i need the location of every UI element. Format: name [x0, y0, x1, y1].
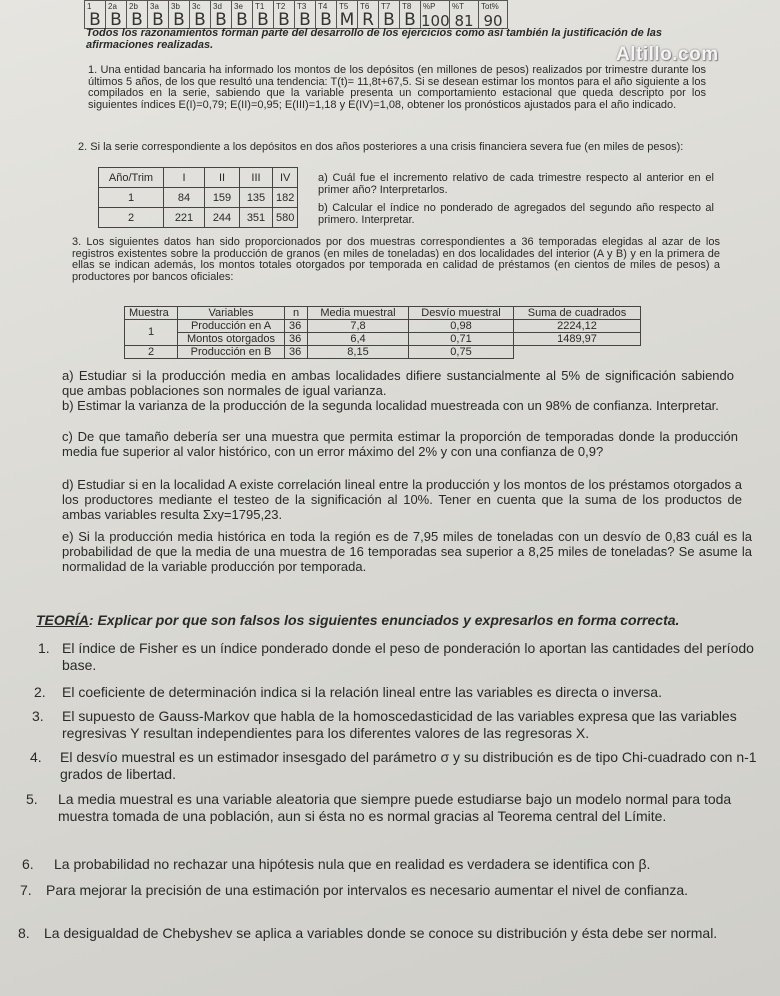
- grade-mark: B: [131, 10, 143, 30]
- table-header: Desvío muestral: [409, 307, 514, 320]
- grade-mark: B: [383, 10, 395, 30]
- table-header: Variables: [178, 307, 285, 320]
- grade-header: T4: [318, 2, 328, 11]
- theory-item-text: El índice de Fisher es un índice ponderado donde el peso de ponderación lo aportan las cantidades del período base.: [62, 640, 754, 673]
- grade-header: 3a: [150, 2, 159, 11]
- table-header: I: [164, 168, 205, 188]
- table-cell: 221: [164, 208, 205, 228]
- grade-mark: B: [404, 10, 416, 30]
- grade-header: T5: [339, 2, 349, 11]
- theory-item-text: El coeficiente de determinación indica si la relación lineal entre las variables es directa o inversa.: [62, 684, 662, 700]
- grade-header: T2: [276, 2, 286, 11]
- table-cell: 84: [164, 188, 205, 208]
- table-cell: 36: [285, 333, 308, 346]
- theory-item: [34, 684, 774, 701]
- table-cell: 1: [125, 320, 178, 346]
- grade-cell: [211, 1, 232, 29]
- table-cell: 351: [240, 208, 273, 228]
- exercise-2-intro: 2. Si la serie correspondiente a los depósitos en dos años posteriores a una crisis financiera severa fue (en miles de pesos):: [78, 141, 684, 153]
- grade-header: 3e: [234, 2, 243, 11]
- grade-cell: [400, 1, 421, 29]
- grade-mark: B: [278, 10, 290, 30]
- table-cell: 1489,97: [514, 333, 641, 346]
- grade-cell: [169, 1, 190, 29]
- table-cell-empty: [514, 346, 641, 359]
- table-header: II: [205, 168, 240, 188]
- grade-mark: B: [152, 10, 164, 30]
- grade-mark: B: [110, 10, 122, 30]
- theory-item-number: 7.: [20, 882, 32, 898]
- theory-item: [38, 640, 762, 673]
- grade-mark: M: [339, 10, 355, 30]
- theory-item: [30, 749, 774, 782]
- grade-cell: [190, 1, 211, 29]
- table-cell: 0,75: [409, 346, 514, 359]
- grade-cell: [232, 1, 253, 29]
- grade-mark: B: [215, 10, 227, 30]
- grade-mark: R: [362, 10, 374, 30]
- table-cell: 580: [273, 208, 298, 228]
- grade-header: T6: [360, 2, 370, 11]
- theory-item: [18, 925, 780, 942]
- theory-item-number: 3.: [32, 708, 44, 724]
- grade-header: 1: [87, 2, 92, 11]
- grade-cell: [358, 1, 379, 29]
- theory-label: TEORÍA: [36, 612, 89, 628]
- grade-mark: B: [257, 10, 269, 30]
- theory-item: [26, 791, 780, 824]
- grade-cell: [337, 1, 358, 29]
- grade-header: T7: [381, 2, 391, 11]
- theory-item-number: 4.: [30, 749, 42, 765]
- table-cell: 0,71: [409, 333, 514, 346]
- watermark-logo: Altillo.com: [616, 44, 719, 65]
- table-header: Media muestral: [308, 307, 409, 320]
- intro-note: Todos los razonamientos forman parte del desarrollo de los ejercicios como así también la justificación de las afirmaciones realizadas.: [86, 27, 663, 51]
- grade-mark: B: [236, 10, 248, 30]
- grade-mark: B: [173, 10, 185, 30]
- grade-cell: [421, 1, 450, 29]
- grade-cell: [85, 1, 106, 29]
- table-header: Año/Trim: [99, 168, 164, 188]
- grade-header: 3d: [213, 2, 222, 11]
- grade-cell: [274, 1, 295, 29]
- table-cell: 135: [240, 188, 273, 208]
- grade-header: T1: [255, 2, 265, 11]
- grade-cell: [379, 1, 400, 29]
- grade-header: %P: [423, 2, 436, 11]
- grade-cell: [295, 1, 316, 29]
- exercise-3-question-c: c) De que tamaño debería ser una muestra que permita estimar la proporción de temporadas donde la producción media fue superior al valor histórico, con un error máximo del 2% y con una confianza de 0,9?: [62, 429, 738, 460]
- grade-table: [84, 0, 508, 29]
- table-cell: 0,98: [409, 320, 514, 333]
- theory-item-number: 1.: [38, 640, 50, 656]
- table-cell: 2: [99, 208, 164, 228]
- grade-header: 3c: [192, 2, 201, 11]
- table-cell: 2224,12: [514, 320, 641, 333]
- table-header: III: [240, 168, 273, 188]
- grade-cell: [148, 1, 169, 29]
- theory-item-text: La media muestral es una variable aleatoria que siempre puede estudiarse bajo un modelo normal para toda muestra tomada de una población, aun si ésta no es normal gracias al Teorema central del Límite.: [58, 791, 732, 824]
- grade-cell: [479, 1, 508, 29]
- grade-cell: [127, 1, 148, 29]
- theory-heading: [36, 612, 679, 628]
- grade-header: T8: [402, 2, 412, 11]
- theory-item-number: 5.: [26, 791, 38, 807]
- grade-mark: 81: [454, 12, 474, 30]
- grade-header: 2b: [129, 2, 138, 11]
- table-cell: 2: [125, 346, 178, 359]
- table-cell: 36: [285, 320, 308, 333]
- theory-item-text: La probabilidad no rechazar una hipótesis nula que en realidad es verdadera se identifica con β.: [54, 856, 651, 872]
- table-cell: 1: [99, 188, 164, 208]
- grade-header: Tot%: [481, 2, 499, 11]
- grade-mark: 90: [483, 12, 503, 30]
- exercise-3-question-b: b) Estimar la varianza de la producción de la segunda localidad muestreada con un 98% de confianza. Interpretar.: [62, 398, 719, 413]
- theory-item-text: La desigualdad de Chebyshev se aplica a variables donde se conoce su distribución y ésta debe ser normal.: [44, 925, 718, 941]
- exercise-3-question-a: a) Estudiar si la producción media en ambas localidades difiere sustancialmente al 5% de significación sabiendo que ambas poblaciones son normales de igual varianza.: [62, 368, 734, 399]
- table-header: Muestra: [125, 307, 178, 320]
- grade-mark: 100: [421, 12, 450, 30]
- table-cell: 159: [205, 188, 240, 208]
- grade-header: 2a: [108, 2, 117, 11]
- theory-item-text: El desvío muestral es un estimador insesgado del parámetro σ y su distribución es de tipo Chi-cuadrado con n-1 grados de libertad.: [60, 749, 757, 782]
- grade-mark: B: [89, 10, 101, 30]
- table-cell: Producción en B: [178, 346, 285, 359]
- table-cell: Montos otorgados: [178, 333, 285, 346]
- theory-title: : Explicar por que son falsos los siguientes enunciados y expresarlos en forma correcta.: [88, 612, 680, 628]
- grade-mark: B: [320, 10, 332, 30]
- grade-cell: [253, 1, 274, 29]
- table-header: IV: [273, 168, 298, 188]
- samples-table: [124, 306, 641, 359]
- theory-item: [22, 856, 772, 873]
- deposits-table: [98, 167, 298, 228]
- table-cell: 244: [205, 208, 240, 228]
- table-cell: 182: [273, 188, 298, 208]
- grade-cell: [106, 1, 127, 29]
- table-header: Suma de cuadrados: [514, 307, 641, 320]
- table-cell: 36: [285, 346, 308, 359]
- grade-cell: [450, 1, 479, 29]
- grade-header: T3: [297, 2, 307, 11]
- theory-item-number: 2.: [34, 684, 46, 700]
- grade-header: 3b: [171, 2, 180, 11]
- table-header: n: [285, 307, 308, 320]
- grade-header: %T: [452, 2, 464, 11]
- exercise-3-question-e: e) Si la producción media histórica en toda la región es de 7,95 miles de toneladas con un desvío de 0,83 cuál es la probabilidad de que la media de una muestra de 16 temporadas sea superior a 8,25 miles de toneladas? Se asume la normalidad de la variable producción por temporada.: [62, 529, 752, 575]
- theory-item-number: 8.: [18, 925, 30, 941]
- exercise-3-intro: 3. Los siguientes datos han sido proporcionados por dos muestras correspondientes a 36 temporadas elegidas al azar de los registros existentes sobre la producción de granos (en miles de toneladas) en dos localidades del interior (A y B) y en la primera de ellas se indican además, los montos totales otorgados por temporada en calidad de préstamos (en cientos de miles de pesos) a productores por bancos oficiales:: [72, 236, 720, 283]
- table-cell: 7,8: [308, 320, 409, 333]
- grade-mark: B: [194, 10, 206, 30]
- exercise-1: 1. Una entidad bancaria ha informado los montos de los depósitos (en millones de pesos) realizados por trimestre durante los últimos 5 años, de los que resultó una tendencia: T(t)= 11,8t+67,5. Si se desean estimar los montos para el año siguiente a los compilados en la serie, sabiendo que la variable presenta un comportamiento estacional que queda descripto por los siguientes índices E(I)=0,79; E(II)=0,95; E(III)=1,18 y E(IV)=1,08, obtener los pronósticos ajustados para el año indicado.: [88, 64, 706, 111]
- theory-item: [32, 708, 772, 741]
- table-cell: 8,15: [308, 346, 409, 359]
- exercise-3-question-d: d) Estudiar si en la localidad A existe correlación lineal entre la producción y los montos de los préstamos otorgados a los productores mediante el testeo de la significación al 10%. Tener en cuenta que la suma de los productos de ambas variables resulta Σxy=1795,23.: [62, 477, 742, 523]
- exercise-2-question-b: b) Calcular el índice no ponderado de agregados del segundo año respecto al primero. Interpretar.: [318, 202, 714, 226]
- theory-item-text: Para mejorar la precisión de una estimación por intervalos es necesario aumentar el nivel de confianza.: [46, 882, 689, 898]
- theory-item-number: 6.: [22, 856, 34, 872]
- table-cell: 6,4: [308, 333, 409, 346]
- grade-cell: [316, 1, 337, 29]
- theory-item-text: El supuesto de Gauss-Markov que habla de la homoscedasticidad de las variables expresa que las variables regresivas Y resultan independientes para los diferentes valores de las regresoras X.: [62, 708, 737, 741]
- exercise-2-question-a: a) Cuál fue el incremento relativo de cada trimestre respecto al anterior en el primer año? Interpretarlos.: [318, 172, 714, 196]
- table-cell: Producción en A: [178, 320, 285, 333]
- theory-item: [20, 882, 780, 899]
- grade-mark: B: [299, 10, 311, 30]
